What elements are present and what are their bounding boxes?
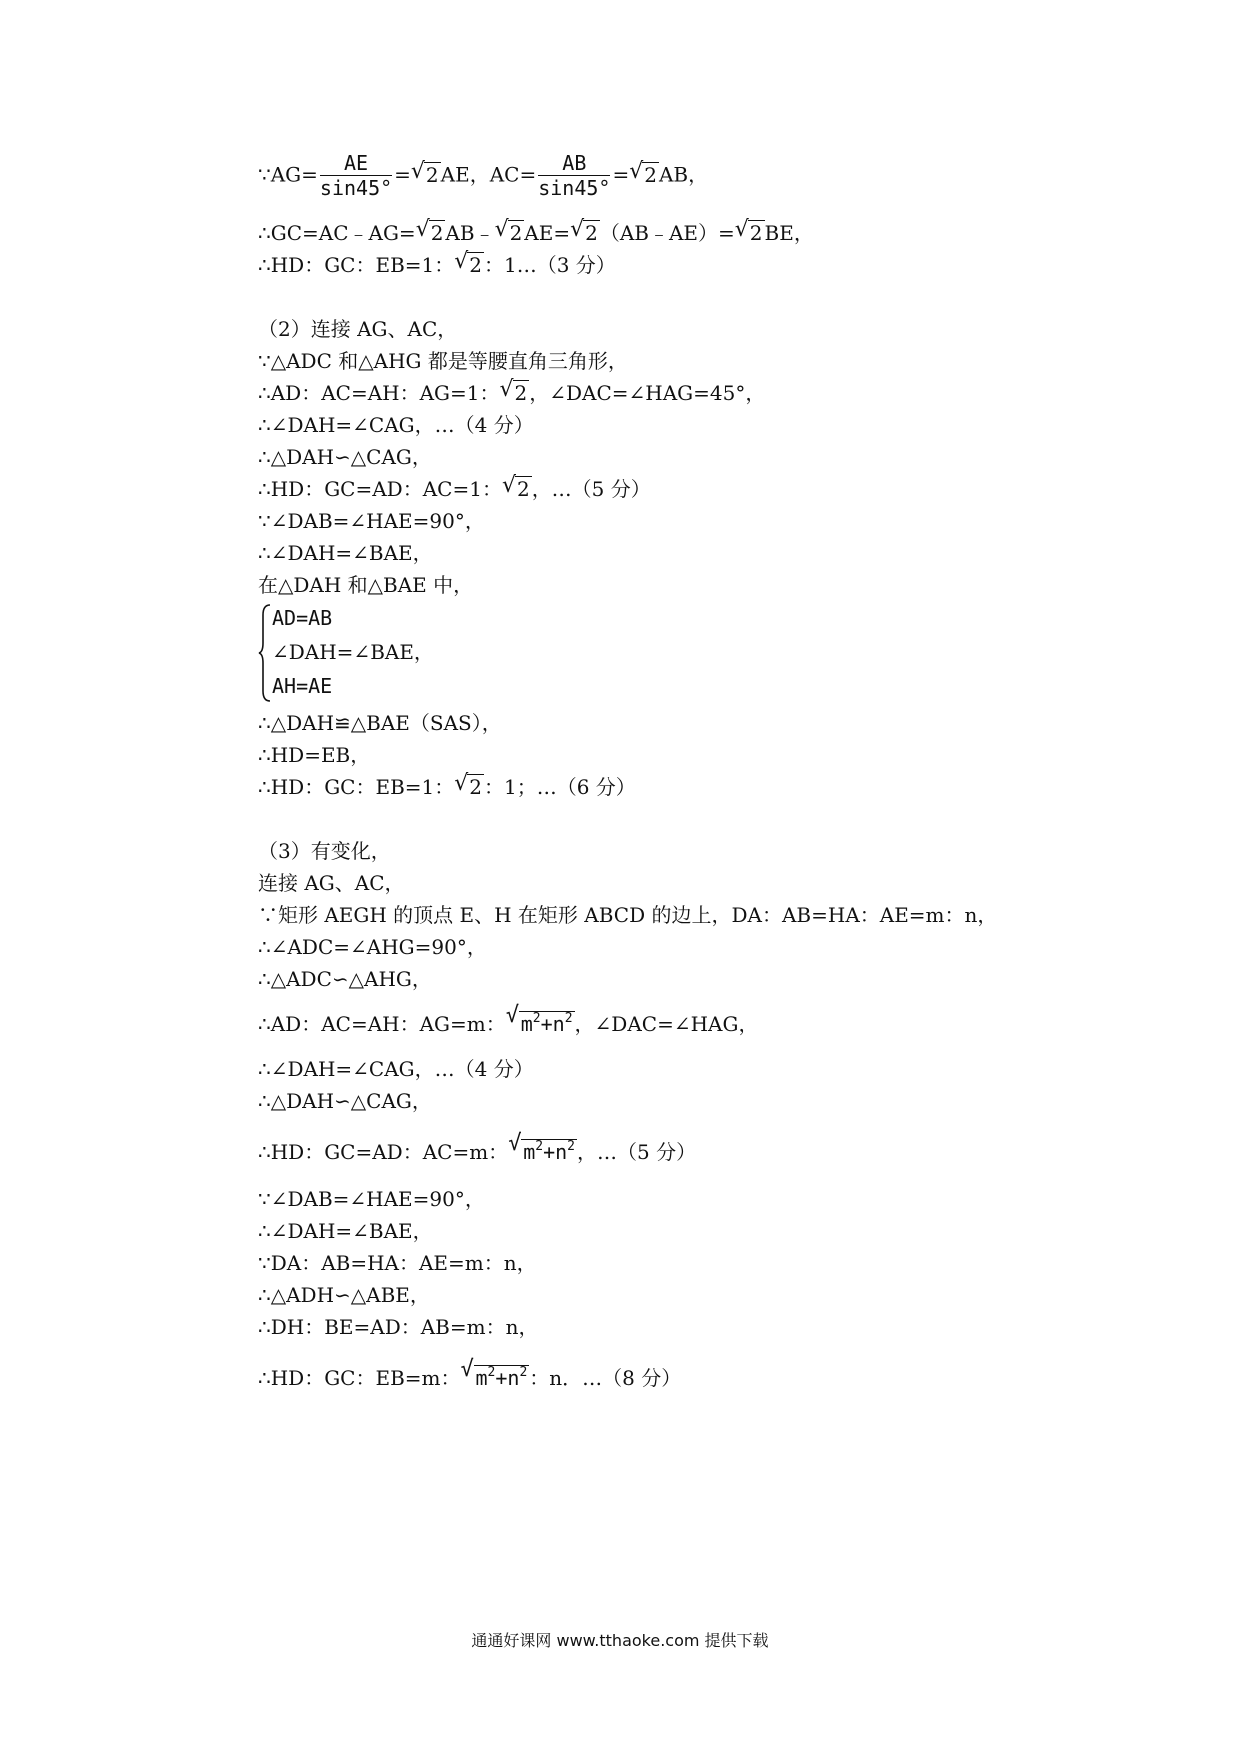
text: AB﹣ — [445, 221, 495, 245]
text: AE，AC= — [440, 162, 537, 187]
line: ∵∠DAB=∠HAE=90°， — [258, 509, 485, 533]
part2-heading: （2）连接 AG、AC， — [258, 317, 458, 341]
line-gc — [258, 217, 814, 246]
text: + — [495, 1366, 508, 1390]
line: ∴△DAH≌△BAE（SAS）， — [258, 711, 502, 735]
fraction-ab-sin45 — [538, 152, 610, 200]
line: 连接 AG、AC， — [258, 871, 405, 895]
text: （AB﹣AE）= — [599, 221, 735, 245]
radicand: 2 — [430, 221, 444, 245]
line: ∵∠DAB=∠HAE=90°， — [258, 1187, 485, 1211]
line: ∴△ADC∽△AHG， — [258, 967, 432, 991]
exponent: 2 — [564, 1011, 573, 1026]
text: n — [507, 1366, 520, 1390]
line: ∴DH：BE=AD：AB=m：n， — [258, 1315, 539, 1339]
radicand: 2 — [644, 162, 657, 187]
sqrt: √ 2 — [454, 771, 482, 799]
radicand: 2 — [425, 162, 439, 187]
line: ∴∠DAH=∠CAG，…（4 分） — [258, 1057, 534, 1081]
line — [258, 473, 651, 502]
sqrt: √ 2 — [629, 158, 657, 187]
sqrt: √ 2 — [415, 217, 444, 245]
line — [258, 1003, 759, 1037]
text: ：1；…（6 分） — [484, 775, 636, 799]
system-row: AH=AE — [272, 674, 333, 698]
line: ∴∠DAH=∠CAG，…（4 分） — [258, 413, 534, 437]
text: ，…（5 分） — [531, 477, 651, 501]
part3-heading: （3）有变化， — [258, 839, 391, 863]
text: + — [540, 1012, 553, 1036]
sqrt: √ 2 — [570, 217, 598, 245]
text: ：1…（3 分） — [484, 253, 616, 277]
denominator: sin45° — [538, 176, 611, 200]
exponent: 2 — [532, 1011, 541, 1026]
text: ∴HD：GC：EB=m： — [258, 1366, 461, 1390]
line: ∴∠ADC=∠AHG=90°， — [258, 935, 487, 959]
text: ：n．…（8 分） — [529, 1366, 682, 1390]
line: ∴△DAH∽△CAG， — [258, 1089, 432, 1113]
text: BE， — [764, 221, 814, 245]
text: ，∠DAC=∠HAG=45°， — [529, 381, 766, 405]
text: ∴GC=AC﹣AG= — [258, 221, 416, 245]
exponent: 2 — [535, 1139, 544, 1154]
numerator: AE — [320, 152, 392, 176]
text: ∴HD：GC：EB=1： — [258, 253, 455, 277]
line: ∴HD=EB， — [258, 743, 371, 767]
text: = — [394, 162, 411, 187]
text: ∴AD：AC=AH：AG=1： — [258, 381, 500, 405]
sqrt: √ 2 — [734, 217, 763, 245]
text: ∴HD：GC=AD：AC=1： — [258, 477, 502, 501]
line: ∴△ADH∽△ABE， — [258, 1283, 430, 1307]
sqrt-m2-n2: √ $m^2+n^2$ — [505, 1003, 573, 1036]
sqrt: √ 2 — [410, 158, 439, 187]
line: ∴∠DAH=∠BAE， — [258, 541, 433, 565]
line: ∵△ADC 和△AHG 都是等腰直角三角形， — [258, 349, 628, 373]
radicand: 2 — [516, 477, 530, 501]
sqrt: √ 2 — [499, 377, 528, 405]
text: + — [543, 1140, 556, 1164]
line-ag-ac — [258, 152, 708, 200]
brace-icon — [258, 603, 272, 703]
radicand: 2 — [469, 253, 482, 277]
text: AE= — [524, 221, 571, 245]
fraction-ae-sin45 — [320, 152, 392, 200]
text: ，…（5 分） — [576, 1140, 697, 1164]
radicand: 2 — [469, 775, 482, 799]
radicand: 2 — [749, 221, 763, 245]
sqrt: √ 2 — [454, 249, 482, 277]
text: n — [555, 1140, 568, 1164]
line — [258, 771, 636, 800]
sqrt-m2-n2: √ $m^2+n^2$ — [460, 1357, 528, 1390]
text: = — [612, 162, 630, 187]
radicand: 2 — [509, 221, 523, 245]
exponent: 2 — [487, 1365, 496, 1380]
line: ∴∠DAH=∠BAE， — [258, 1219, 433, 1243]
text: m — [520, 1012, 533, 1036]
line — [258, 1131, 697, 1165]
system-row: ∠DAH=∠BAE， — [272, 640, 434, 664]
exponent: 2 — [519, 1365, 528, 1380]
text: n — [552, 1012, 565, 1036]
line: ∴△DAH∽△CAG， — [258, 445, 432, 469]
text: AB， — [658, 162, 709, 187]
text: m — [523, 1140, 536, 1164]
text: ∵AG= — [258, 162, 318, 187]
line-final-ratio — [258, 1357, 682, 1391]
exponent: 2 — [567, 1139, 575, 1154]
line: 在△DAH 和△BAE 中， — [258, 573, 474, 597]
line: ∵矩形 AEGH 的顶点 E、H 在矩形 ABCD 的边上，DA：AB=HA：AE=m：n， — [258, 903, 998, 927]
text: ∴HD：GC=AD：AC=m： — [258, 1140, 509, 1164]
sqrt: √ 2 — [501, 473, 530, 501]
sqrt-m2-n2: √ $m^2+n^2$ — [508, 1131, 575, 1164]
system-row: AD=AB — [272, 606, 333, 630]
radicand: 2 — [514, 381, 528, 405]
text: ∴HD：GC：EB=1： — [258, 775, 455, 799]
text: ∴AD：AC=AH：AG=m： — [258, 1012, 506, 1036]
radicand: 2 — [585, 221, 598, 245]
text: ，∠DAC=∠HAG， — [574, 1012, 759, 1036]
line — [258, 377, 766, 406]
sqrt: √ 2 — [494, 217, 523, 245]
line: ∵DA：AB=HA：AE=m：n， — [258, 1251, 537, 1275]
equation-system — [258, 603, 498, 703]
line-ratio-1 — [258, 249, 616, 278]
page-footer: 通通好课网 www.tthaoke.com 提供下载 — [471, 1631, 769, 1650]
numerator: AB — [538, 152, 610, 176]
denominator: sin45° — [319, 176, 393, 200]
text: m — [475, 1366, 488, 1390]
